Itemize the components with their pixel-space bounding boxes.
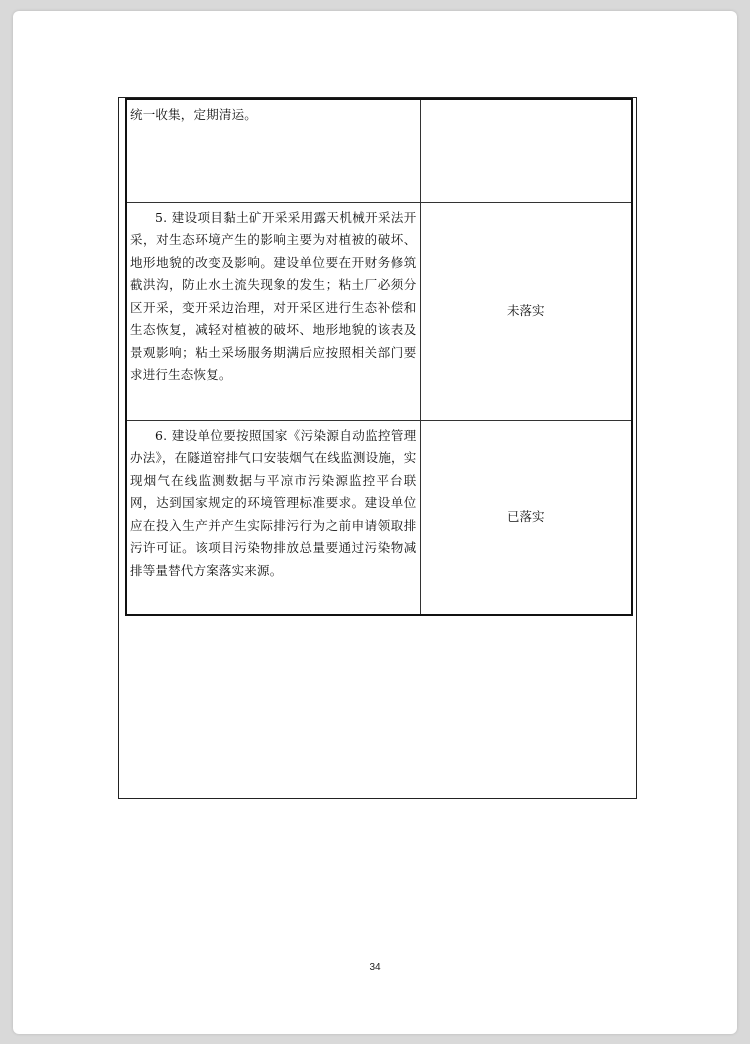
requirement-cell (126, 420, 420, 615)
table-row (126, 202, 632, 420)
status-cell (420, 99, 632, 202)
requirement-cell (126, 202, 420, 420)
table-row (126, 99, 632, 202)
status-cell: 已落实 (420, 420, 632, 615)
requirement-text: 5. 建设项目黏土矿开采采用露天机械开采法开采，对生态环境产生的影响主要为对植被的破坏、地形地貌的改变及影响。建设单位要在开财务修筑截洪沟，防止水土流失现象的发生；粘土厂必须分区开采，变开采边治理，对开采区进行生态补偿和生态恢复，减轻对植被的破坏、地形地貌的该表及景观影响；粘土采场服务期满后应按照相关部门要求进行生态恢复。 (130, 209, 417, 382)
requirement-text: 统一收集，定期清运。 (130, 107, 258, 122)
status-cell: 未落实 (420, 202, 632, 420)
table-row (126, 420, 632, 615)
requirement-text: 6. 建设单位要按照国家《污染源自动监控管理办法》，在隧道窑排气口安装烟气在线监测设施，实现烟气在线监测数据与平凉市污染源监控平台联网，达到国家规定的环境管理标准要求。建设单位应在投入生产并产生实际排污行为之前申请领取排污许可证。该项目污染物排放总量要通过污染物减排等量替代方案落实来源。 (130, 427, 417, 578)
page-number: 34 (369, 962, 381, 973)
requirement-cell (126, 99, 420, 202)
requirements-table (125, 98, 633, 616)
